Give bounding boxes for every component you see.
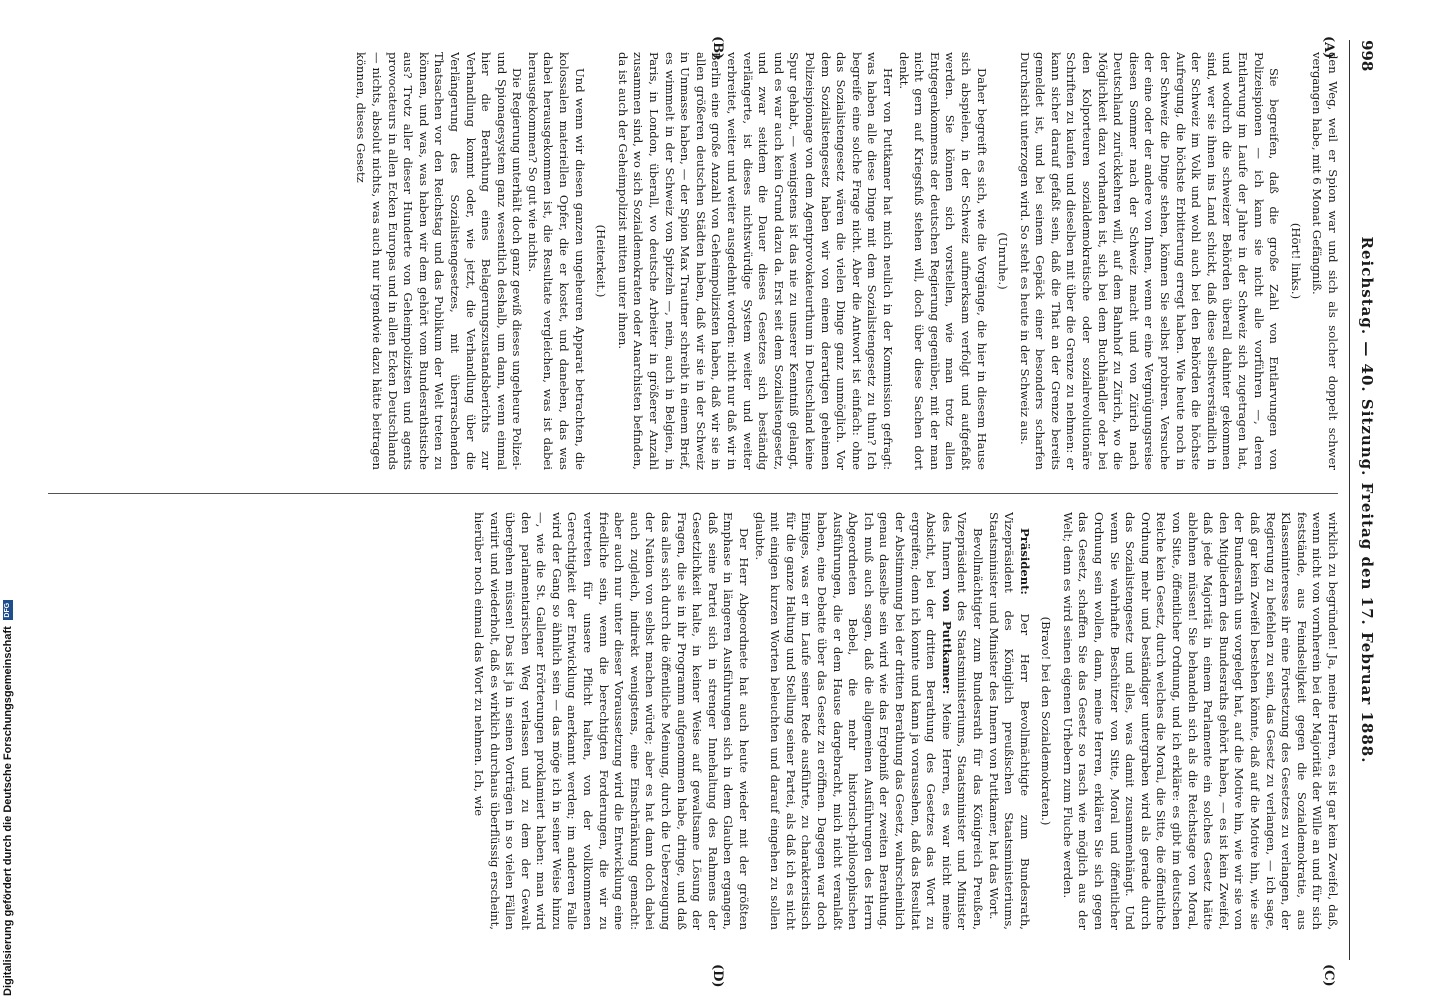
- speaker-paragraph: [985, 512, 1032, 930]
- column-divider: [48, 493, 1338, 494]
- stage-direction: (Hört! links.): [1288, 222, 1303, 300]
- header-rule: [1349, 40, 1350, 960]
- paragraph: Herr von Puttkamer hat mich neulich in der Kommission gefragt: was haben alle diese Dinge mit dem Sozialistengesetz zu thun? Ich begreife eine solche Frage nicht. Aber die Antwort ist einfach: ohne das Sozialistengesetz wären die vielen Dinge ganz unmöglich. Vor dem Sozialistengesetz haben wir von einem derartigen geheimen Polizeispionage von dem Agentprovokateurthum in Deutschland keine Spur gehabt, — wenigstens ist das nie zu unserer Kenntniß gelangt, und es war auch kein Grund dazu da. Erst seit dem Sozialistengesetz, und zwar seitdem die Dauer dieses Gesetzes sich beständig verlängerte, ist dieses nichtswürdige System weiter und weiter verbreitet, weiter und weiter ausgedehnt worden: nicht nur daß wir in Berlin eine große Anzahl von Geheimpolizisten haben, daß wir sie in allen größeren deutschen Städten haben, daß wir sie in der Schweiz in Unmasse haben, — der Spion Max Trautner schreibt in einem Brief, es wimmelt in der Schweiz von Spitzeln —, nein, auch in Belgien, in Paris, in London, überall, wo deutsche Arbeiter in größerer Anzahl zusammen sind, wo sich Sozialdemokraten oder Anarchisten befinden, da ist auch der Geheimpolizist mitten unter ihnen.: [615, 52, 895, 470]
- stage-direction: (Heiterkeit.): [594, 224, 609, 298]
- running-title: Reichstag. — 40. Sitzung. Freitag den 17. Februar 1888.: [1358, 236, 1376, 764]
- margin-mark-d: (D): [710, 964, 725, 988]
- dfg-logo-icon: DFG: [3, 600, 13, 620]
- speaker-label: Präsident:: [1017, 528, 1032, 595]
- stage-direction: (Unruhe.): [996, 232, 1011, 290]
- right-column: [40, 512, 1340, 930]
- digitization-credit: [2, 600, 14, 996]
- page-number: 998: [1358, 40, 1376, 72]
- page-header: [1348, 40, 1382, 960]
- speaker-title: Bevollmächtigter zum Bundesrath für das Königreich Preußen, Vizepräsident des Staatsministeriums, Staatsminister und Minister des Innern: [939, 512, 985, 930]
- speech-text: Meine Herren, es war nicht meine Absicht, bei der dritten Berathung des Gesetzes das Wort zu ergreifen; denn ich konnte und kann ja voraussehen, daß das Resultat der Abstimmung bei der dritten Berathung das Gesetz, wahrscheinlich genau dasselbe sein wird wie das Ergebniß der zweiten Berathung. Ich muß auch sagen, daß die allgemeinen Ausführungen des Herrn Abgeordneten Bebel, die mehr historisch-philosophischen Ausführungen, die er dem Hause dargebracht, mich nicht veranlaßt haben, eine Debatte über das Gesetz zu eröffnen. Dagegen war doch Einiges, was er im Laufe seiner Rede ausführte, zu charakteristisch für die ganze Haltung und Stellung seiner Partei, als daß ich es nicht mit einigen kurzen Worten beleuchten und darauf eingehen zu sollen glaubte.: [752, 512, 954, 930]
- margin-mark-a: (A): [1321, 36, 1336, 59]
- paragraph: Sie begreifen, daß die große Zahl von Entlarvungen von Polizeispionen — ich kann sie nicht alle vorführen —, deren Entlarvung im Laufe der Jahre in der Schweiz sich zugetragen hat, und wodurch die schweizer Behörden überall dahinter gekommen sind, wer sie ihnen ins Land schickt, daß diese selbstverständlich in der Schweiz im Volk und wohl auch bei den Behörden die höchste Aufregung, die höchste Erbitterung erregt haben. Wie heute noch in der Schweiz die Dinge stehen, können Sie selbst probiren. Versuche der eine oder der andere von Ihnen, wenn er eine Vergnügungsreise diesen Sommer nach der Schweiz macht und von Zürich nach Deutschland zurückkehren will, auf dem Bahnhof zu Zürich, wo die Möglichkeit dazu vorhanden ist, sich bei dem Buchhändler oder bei den Kolporteuren sozialdemokratische oder sozialrevolutionäre Schriften zu kaufen und dieselben mit über die Grenze zu nehmen: er kann sicher darauf gefaßt sein, daß die That an der Grenze bereits gemeldet ist, und bei seinem Gepäck einer besonders scharfen Durchsicht unterzogen wird. So steht es heute in der Schweiz aus.: [1017, 52, 1282, 470]
- margin-mark-b: (B): [710, 36, 725, 60]
- paragraph: Die Regierung unterhält doch ganz gewiß dieses ungeheure Polizei- und Spionagesystem ganz wesentlich deshalb, um dann, wenn einmal hier die Berathung eines Belagerungszustandsberichts zur Verhandlung kommt oder, wie jetzt, die Verhandlung über die Verlängerung des Sozialistengesetzes, mit überraschenden Thatsachen vor den Reichstag und das Publikum der Welt treten zu können, und was, was haben wir dem gehört vom Bundesrathstische aus? Trotz aller dieser Hunderte von Geheimpolizisten und agents provocateurs in allen Ecken Europas und in allen Ecken Deutschlands — nichts, absolut nichts, was auch nur irgendwie dazu hätte beitragen können, dieses Gesetz: [354, 52, 525, 470]
- paragraph: Und wenn wir diesen ganzen ungeheuren Apparat betrachten, die kolossalen materiellen Opfer, die er kostet, und daneben, das was dabei herausgekommen ist, die Resultate vergleichen, was ist dabei herausgekommen? So gut wie nichts.: [525, 52, 587, 470]
- left-column: [40, 52, 1340, 470]
- margin-mark-c: (C): [1321, 964, 1336, 987]
- speech-text: Der Herr Bevollmächtigte zum Bundesrath, Vizepräsident des Königlich preußischen Staatsministeriums, Staatsminister und Minister des Innern von Puttkamer, hat das Wort.: [986, 512, 1032, 930]
- speaker-name: von Puttkamer:: [939, 588, 954, 695]
- paragraph: Daher begreift es sich, wie die Vorgänge, die hier in diesem Hause sich abspielen, in der Schweiz aufmerksam verfolgt und aufgefaßt werden. Sie können sich vorstellen, wie man trotz allen Entgegenkommens der deutschen Regierung gegenüber, mit der man nicht gern auf Kriegsfuß stehen will, doch über diese Sachen dort denkt.: [896, 52, 989, 470]
- paragraph: den Weg, weil er Spion war und sich als solcher doppelt schwer vergangen habe, mit 6 Monat Gefängniß.: [1310, 52, 1340, 470]
- paragraph: Der Herr Abgeordnete hat auch heute wieder mit der größten Emphase in längeren Ausführungen sich in dem Glauben ergangen, daß seine Partei sich in strenger Innehaltung des Rahmens der Gesetzlichkeit halte, in keiner Weise auf gewaltsame Lösung der Fragen, die sie in ihr Programm aufgenommen habe, dringe, und daß das alles sich durch die öffentliche Meinung, durch die Ueberzeugung der Nation von selbst machen würde; aber es hat dann doch dabei auch zugleich, indirekt wenigstens, eine Einschränkung gemacht: aber auch nur unter dieser Voraussetzung wird die Entwicklung eine friedliche sein, wenn die berechtigten Forderungen, die wir zu vertreten für unsere Pflicht halten, von der vollkommenen Gerechtigkeit der Entwicklung anerkannt werden; im anderen Falle wird der Gang so ähnlich sein — das möge ich in seiner Weise hinzu —, wie die St. Gallener Erörterungen proklamiert haben: man wird den parlamentarischen Weg verlassen und zu dem der Gewalt übergehen müssen! Das ist ja in seinen Vorträgen in so vielen Fällen variirt und wiederholt, daß es wirklich durchaus überflüssig erscheint, hierüber noch einmal das Wort zu nehmen. Ich, wie: [471, 512, 752, 930]
- stage-direction: (Bravo! bei den Sozialdemokraten.): [1039, 616, 1054, 826]
- credit-text: Digitalisierung gefördert durch die Deutsche Forschungsgemeinschaft: [2, 626, 14, 996]
- paragraph: wirklich zu begründen! Ja, meine Herren, es ist gar kein Zweifel, daß, wenn nicht von vornherein bei der Majorität der Wille an und für sich feststände, aus Feindseligkeit gegen die Sozialdemokratie, aus Klasseninteresse ihr eine Fortsetzung des Gesetzes zu verlangen, der Regierung zu befehlen zu sein, das Gesetz zu verlangen, — ich sage, daß gar kein Zweifel bestehen könnte, daß auf die Motive hin, wie sie der Bundesrath uns vorgelegt hat, auf die Motive hin, wie wir sie von den Mitgliedern des Bundesraths gehört haben, — es ist kein Zweifel, daß jede Majorität in einem Parlamente ein solches Gesetz hätte ablehnen müssen! Sie behandeln sich als die Reichstage von Moral, von Sitte, öffentlicher Ordnung, und ich erkläre: es gibt im deutschen Reiche kein Gesetz, durch welches die Moral, die Sitte, die öffentliche Ordnung mehr und beständiger untergraben wird als gerade durch das Sozialistengesetz und alles, was damit zusammenhängt. Und wenn Sie wahrhafte Beschützer von Sitte, Moral und öffentlicher Ordnung sein wollen, dann, meine Herren, erklären Sie sich gegen das Gesetz, schaffen Sie das Gesetz so rasch wie möglich aus der Welt; denn es wird seinen eigenen Urhebern zum Fluche werden.: [1060, 512, 1340, 930]
- speaker-paragraph: [751, 512, 985, 930]
